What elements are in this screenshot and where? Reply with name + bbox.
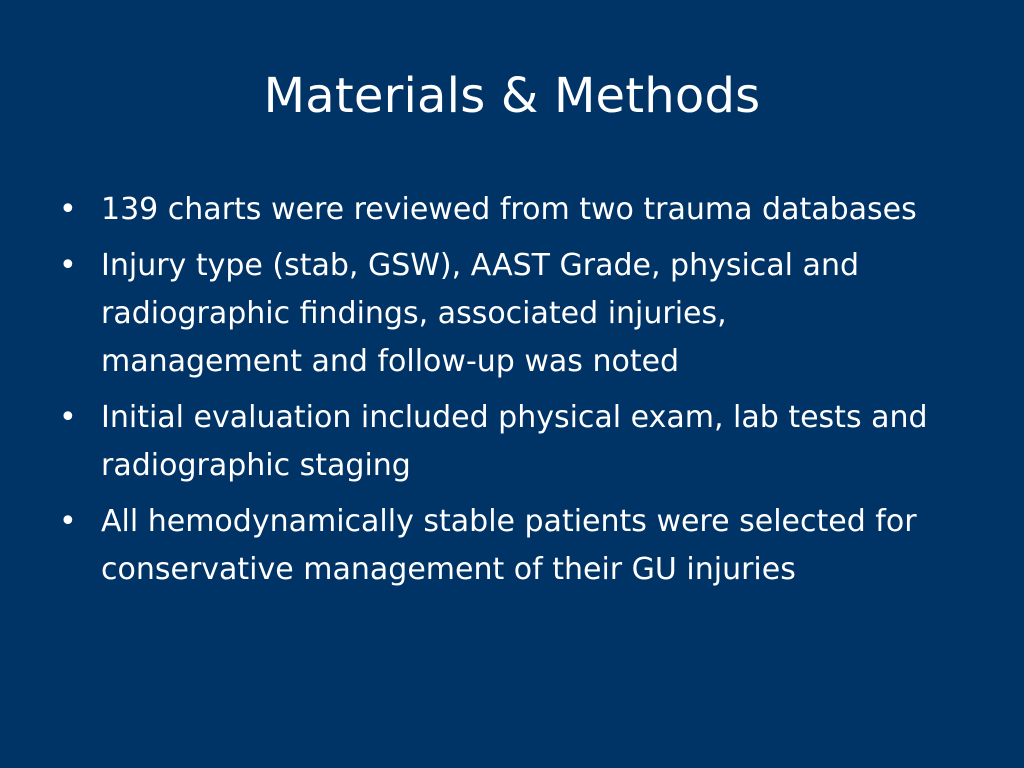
bullet-icon: • — [59, 192, 77, 227]
bullet-text: Injury type (stab, GSW), AAST Grade, physical and radiographic findings, associated injuries, management and follow-up was noted — [101, 248, 859, 379]
bullet-item — [55, 186, 935, 234]
bullet-text: 139 charts were reviewed from two trauma databases — [101, 192, 917, 227]
bullet-icon: • — [59, 248, 77, 283]
bullet-text: All hemodynamically stable patients were selected for conservative management of their GU injuries — [101, 504, 917, 587]
bullet-list — [55, 186, 935, 602]
bullet-item — [55, 498, 935, 594]
bullet-item — [55, 394, 935, 490]
bullet-icon: • — [59, 400, 77, 435]
slide-title: Materials & Methods — [263, 68, 761, 124]
bullet-icon: • — [59, 504, 77, 539]
bullet-text: Initial evaluation included physical exam, lab tests and radiographic staging — [101, 400, 928, 483]
bullet-item — [55, 242, 935, 386]
